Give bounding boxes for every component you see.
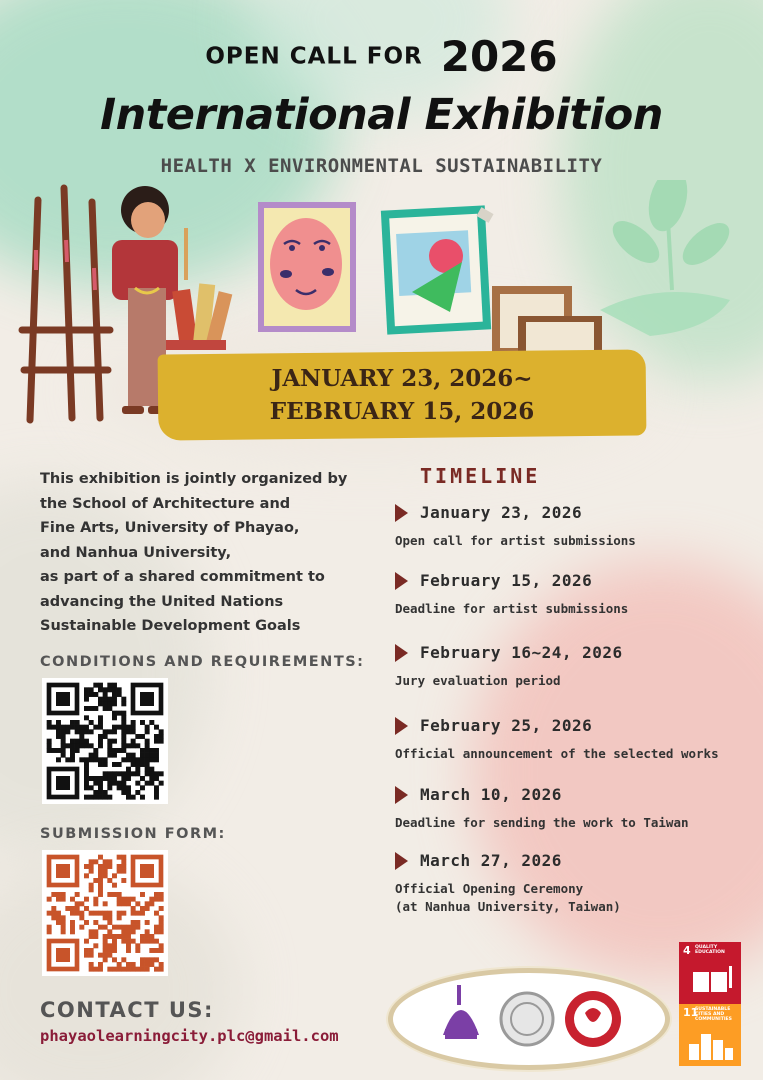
- timeline-item: [395, 851, 755, 916]
- abstract-painting-icon: [381, 205, 494, 334]
- triangle-bullet-icon: [395, 852, 408, 870]
- header-open-call: [0, 32, 763, 81]
- timeline-item: [395, 571, 755, 618]
- triangle-bullet-icon: [395, 504, 408, 522]
- sdg-badges: [679, 942, 741, 1066]
- intro-line: Fine Arts, University of Phayao,: [40, 520, 300, 536]
- contact-heading: CONTACT US:: [40, 998, 214, 1022]
- timeline-desc: Official announcement of the selected works: [395, 746, 719, 761]
- timeline-item: [395, 643, 755, 690]
- page-title: International Exhibition: [100, 90, 663, 140]
- easel-icon: [22, 188, 110, 420]
- year-text: 2026: [440, 32, 558, 81]
- intro-line: Sustainable Development Goals: [40, 618, 301, 634]
- timeline-date: February 15, 2026: [420, 571, 593, 590]
- timeline-date: March 27, 2026: [420, 851, 562, 870]
- start-date: JANUARY 23, 2026~: [271, 365, 533, 392]
- timeline-desc: Open call for artist submissions: [395, 533, 636, 548]
- timeline-heading: TIMELINE: [420, 464, 541, 488]
- open-call-text: OPEN CALL FOR: [205, 43, 423, 70]
- timeline-item: [395, 785, 755, 832]
- partner-seal-logo: [501, 993, 553, 1045]
- timeline-date: January 23, 2026: [420, 503, 583, 522]
- book-icon: [679, 942, 741, 1004]
- timeline-desc: Deadline for sending the work to Taiwan: [395, 815, 689, 830]
- empty-frames-icon: [492, 286, 602, 356]
- timeline-date: February 25, 2026: [420, 716, 593, 735]
- timeline-date: February 16~24, 2026: [420, 643, 623, 662]
- triangle-bullet-icon: [395, 572, 408, 590]
- conditions-heading: CONDITIONS AND REQUIREMENTS:: [40, 654, 365, 670]
- timeline-desc: Jury evaluation period: [395, 673, 561, 688]
- end-date: FEBRUARY 15, 2026: [269, 398, 535, 425]
- conditions-qr-code[interactable]: [42, 678, 168, 804]
- sdg-4-badge: 4 QUALITY EDUCATION: [679, 942, 741, 1004]
- triangle-bullet-icon: [395, 786, 408, 804]
- timeline-date: March 10, 2026: [420, 785, 562, 804]
- sdg-11-badge: 11 SUSTAINABLE CITIES AND COMMUNITIES: [679, 1004, 741, 1066]
- brushes-bucket-icon: [166, 283, 232, 350]
- submission-qr-code[interactable]: [42, 850, 168, 976]
- intro-line: This exhibition is jointly organized by: [40, 471, 348, 487]
- intro-line: as part of a shared commitment to: [40, 569, 325, 585]
- city-buildings-icon: [679, 1004, 741, 1066]
- timeline-desc: Deadline for artist submissions: [395, 601, 629, 616]
- contact-email-link[interactable]: phayaolearningcity.plc@gmail.com: [40, 1027, 339, 1045]
- hand-leaves-icon: [600, 180, 736, 336]
- exhibition-dates: [158, 362, 646, 428]
- intro-line: advancing the United Nations: [40, 593, 284, 610]
- face-painting-icon: [258, 202, 356, 332]
- timeline-desc: Official Opening Ceremony (at Nanhua University, Taiwan): [395, 881, 621, 914]
- intro-paragraph: [40, 467, 370, 639]
- intro-line: and Nanhua University,: [40, 544, 232, 561]
- submission-heading: SUBMISSION FORM:: [40, 826, 226, 842]
- partner-logos: [388, 968, 670, 1070]
- nanhua-university-logo: [565, 991, 621, 1047]
- intro-line: the School of Architecture and: [40, 495, 291, 512]
- university-of-phayao-logo: [431, 985, 491, 1049]
- timeline-item: [395, 716, 755, 763]
- theme-subtitle: HEALTH X ENVIRONMENTAL SUSTAINABILITY: [160, 155, 603, 177]
- triangle-bullet-icon: [395, 644, 408, 662]
- triangle-bullet-icon: [395, 717, 408, 735]
- timeline-item: [395, 503, 755, 550]
